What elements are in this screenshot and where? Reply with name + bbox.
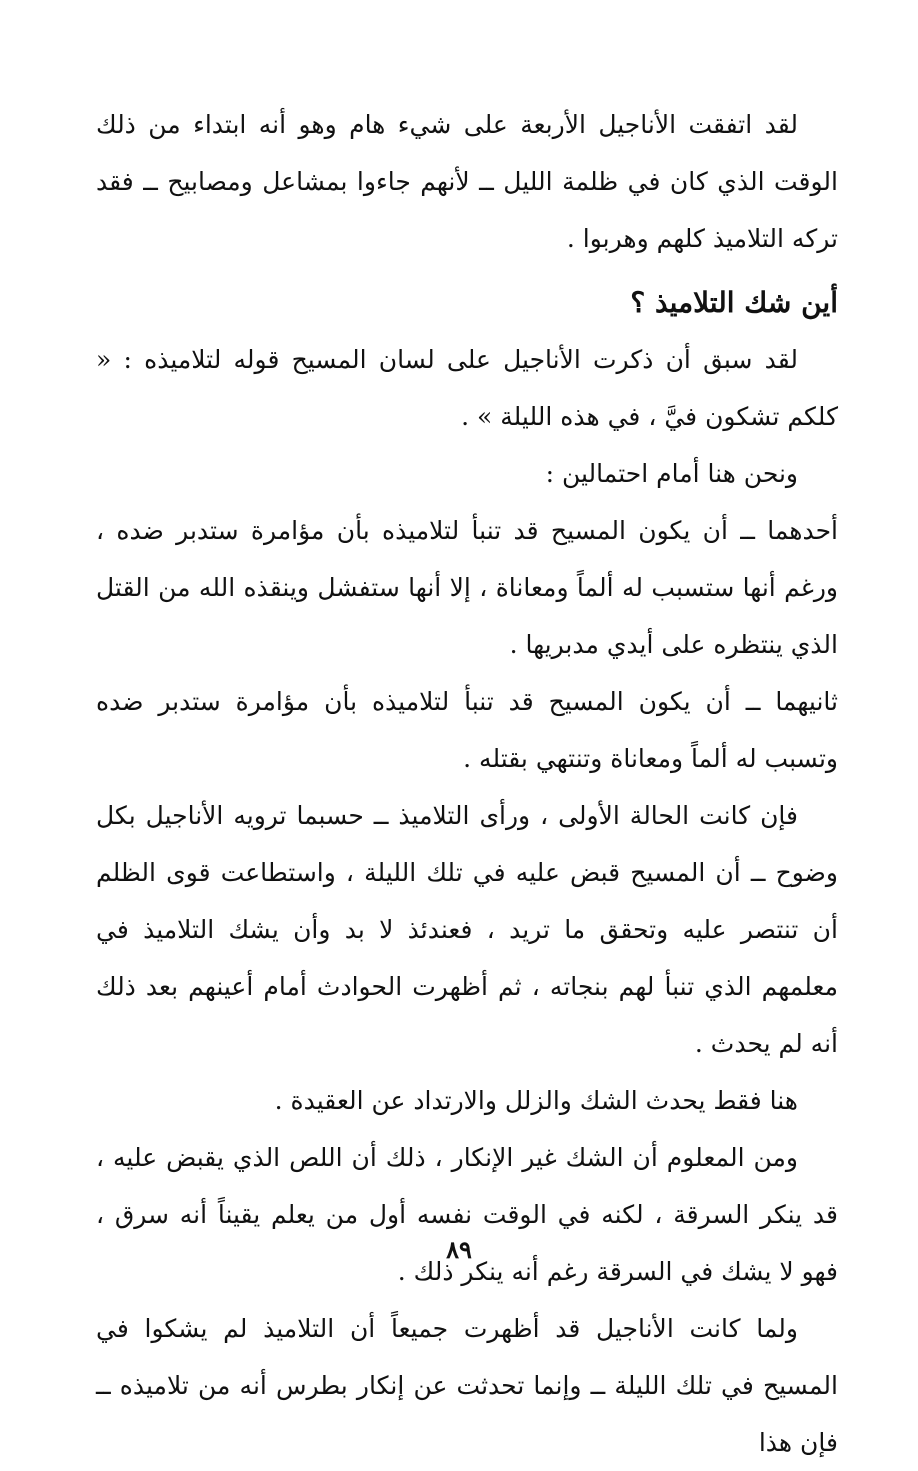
paragraph-first-case: فإن كانت الحالة الأولى ، ورأى التلاميذ ــ حسبما ترويه الأناجيل بكل وضوح ــ أن المسيح قبض عليه في تلك الليلة ، واستطاعت قوى الظلم أن تنتصر عليه وتحقق ما تريد ، فعندئذ لا بد وأن يشك التلاميذ في معلمهم الذي تنبأ لهم بنجاته ، ثم أظهرت الحوادث أمام أعينهم بعد ذلك أنه لم يحدث . xyxy=(96,801,838,1058)
paragraph-second-option: ثانيهما ــ أن يكون المسيح قد تنبأ لتلاميذه بأن مؤامرة ستدبر ضده وتسبب له ألماً ومعاناة وتنتهي بقتله . xyxy=(96,687,838,773)
section-heading: أين شك التلاميذ ؟ xyxy=(630,286,838,319)
paragraph-first-option: أحدهما ــ أن يكون المسيح قد تنبأ لتلاميذه بأن مؤامرة ستدبر ضده ، ورغم أنها ستسبب له ألماً ومعاناة ، إلا أنها ستفشل وينقذه الله من القتل الذي ينتظره على أيدي مدبريها . xyxy=(96,516,838,659)
paragraph-two-options: ونحن هنا أمام احتمالين : xyxy=(545,459,798,488)
paragraph-intro: لقد اتفقت الأناجيل الأربعة على شيء هام وهو أنه ابتداء من ذلك الوقت الذي كان في ظلمة الليل ــ لأنهم جاءوا بمشاعل ومصابيح ــ فقد تركه التلاميذ كلهم وهربوا . xyxy=(96,110,838,253)
paragraph-prophecy: لقد سبق أن ذكرت الأناجيل على لسان المسيح قوله لتلاميذه : « كلكم تشكون فيَّ ، في هذه الليلة » . xyxy=(96,345,838,431)
paragraph-conclusion: ولما كانت الأناجيل قد أظهرت جميعاً أن التلاميذ لم يشكوا في المسيح في تلك الليلة ــ وإنما تحدثت عن إنكار بطرس أنه من تلاميذه ــ فإن هذا xyxy=(96,1314,838,1457)
page-number: ٨٩ xyxy=(446,1235,472,1264)
paragraph-doubt-vs-denial: ومن المعلوم أن الشك غير الإنكار ، ذلك أن اللص الذي يقبض عليه ، قد ينكر السرقة ، لكنه في الوقت نفسه أول من يعلم يقيناً أنه سرق ، فهو لا يشك في السرقة رغم أنه ينكر ذلك . xyxy=(96,1143,838,1286)
page-body xyxy=(96,96,838,1471)
paragraph-doubt: هنا فقط يحدث الشك والزلل والارتداد عن العقيدة . xyxy=(274,1086,798,1115)
